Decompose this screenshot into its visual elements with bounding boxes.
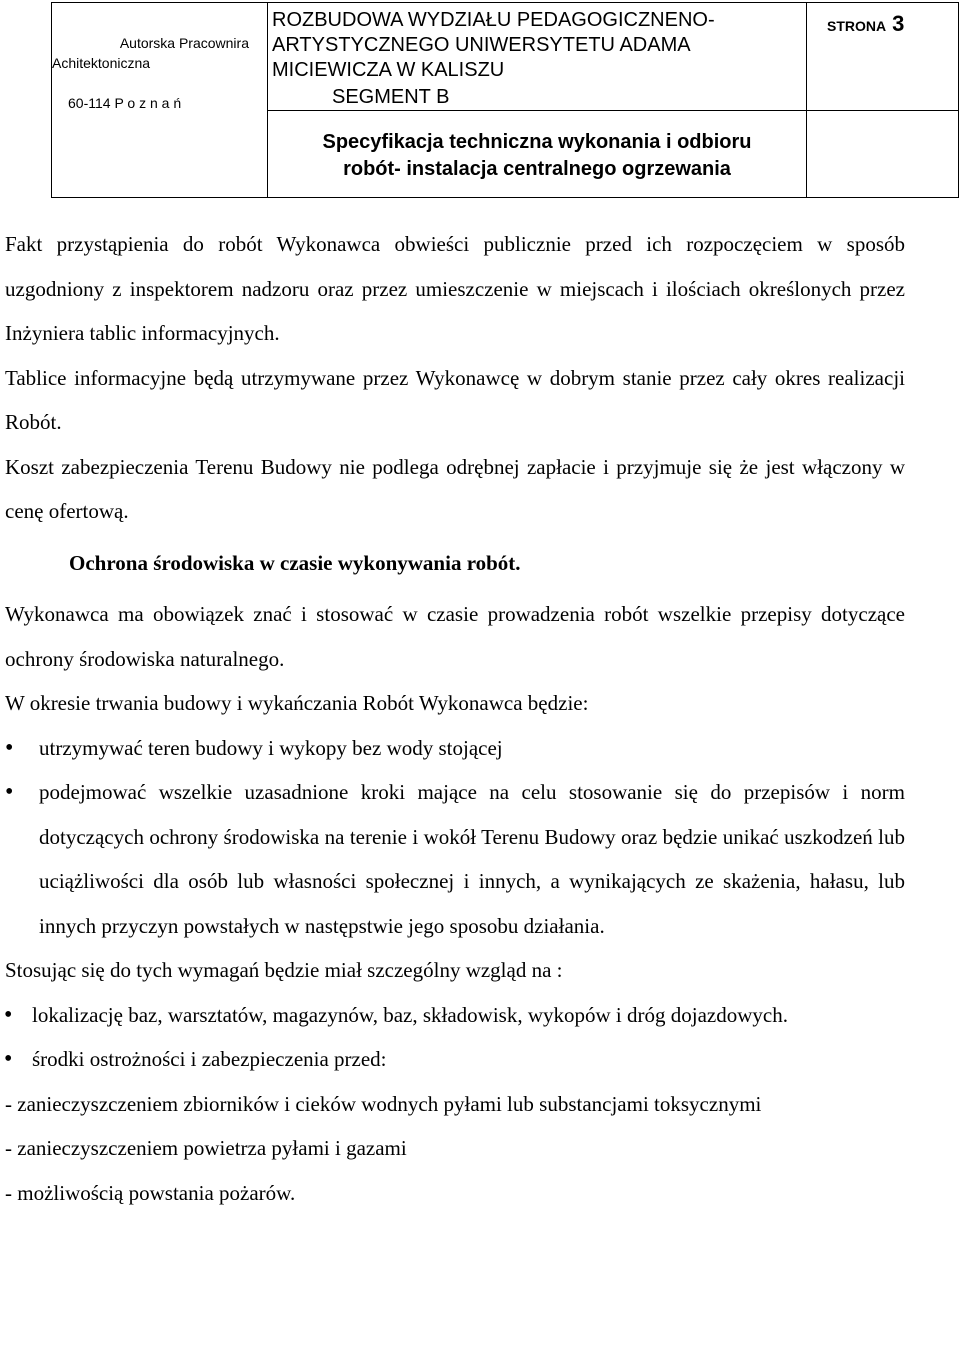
spec-title-line1: Specyfikacja techniczna wykonania i odbioru — [322, 131, 752, 153]
document-header — [51, 2, 959, 198]
paragraph-env-obligation: Wykonawca ma obowiązek znać i stosować w czasie prowadzenia robót wszelkie przepisy dotyczące ochrony środowiska naturalnego. — [5, 602, 905, 671]
paragraph-during-construction: W okresie trwania budowy i wykańczania Robót Wykonawca będzie: — [5, 691, 589, 715]
page-label: STRONA — [827, 18, 887, 34]
list-item: • utrzymywać teren budowy i wykopy bez wody stojącej — [5, 726, 905, 771]
page-stamp — [807, 3, 959, 111]
document-body — [5, 222, 905, 1215]
empty-cell — [807, 111, 959, 198]
requirements-list — [5, 993, 905, 1082]
page-number: 3 — [892, 11, 905, 36]
project-info — [268, 3, 807, 111]
obligations-list — [5, 726, 905, 949]
firm-info — [52, 3, 268, 198]
list-item: • lokalizację baz, warsztatów, magazynów, baz, składowisk, wykopów i dróg dojazdowych. — [5, 993, 905, 1038]
project-title: ROZBUDOWA WYDZIAŁU PEDAGOGICZNENO-ARTYSTYCZNEGO UNIWERSYTETU ADAMA MICIEWICZA W KALISZU — [272, 9, 715, 81]
paragraph-requirements: Stosując się do tych wymagań będzie miał szczególny wzgląd na : — [5, 958, 563, 982]
firm-type: Achitektoniczna — [52, 55, 151, 71]
paragraph-security-cost: Koszt zabezpieczenia Terenu Budowy nie podlega odrębnej zapłacie i przyjmuje się że jest włączony w cenę ofertową. — [5, 454, 905, 523]
dash-item-air: - zanieczyszczeniem powietrza pyłami i gazami — [5, 1136, 407, 1160]
dash-item-water: - zanieczyszczeniem zbiorników i cieków wodnych pyłami lub substancjami toksycznymi — [5, 1091, 762, 1116]
spec-title-line2: robót- instalacja centralnego ogrzewania — [343, 158, 731, 180]
project-segment: SEGMENT B — [332, 86, 450, 108]
spec-title — [268, 111, 807, 198]
firm-address: 60-114 P o z n a ń — [68, 95, 182, 111]
paragraph-announcement: Fakt przystąpienia do robót Wykonawca obwieści publicznie przed ich rozpoczęciem w sposób uzgodniony z inspektorem nadzoru oraz przez umieszczenie w miejscach i ilościach określonych przez Inżyniera tablic informacyjnych. — [5, 232, 905, 345]
list-item: • podejmować wszelkie uzasadnione kroki mające na celu stosowanie się do przepisów i norm dotyczących ochrony środowiska na terenie i wokół Terenu Budowy oraz będzie unikać uszkodzeń lub uciążliwości dla osób lub własności społecznej i innych, a wynikających ze skażenia, hałasu, lub innych przyczyn powstałych w następstwie jego sposobu działania. — [5, 770, 905, 948]
firm-name: Autorska Pracownira — [119, 35, 249, 51]
paragraph-info-boards: Tablice informacyjne będą utrzymywane przez Wykonawcę w dobrym stanie przez cały okres realizacji Robót. — [5, 365, 905, 434]
dash-item-fire: - możliwością powstania pożarów. — [5, 1180, 296, 1205]
section-heading: Ochrona środowiska w czasie wykonywania robót. — [69, 550, 521, 575]
list-item: • środki ostrożności i zabezpieczenia przed: — [5, 1037, 905, 1082]
